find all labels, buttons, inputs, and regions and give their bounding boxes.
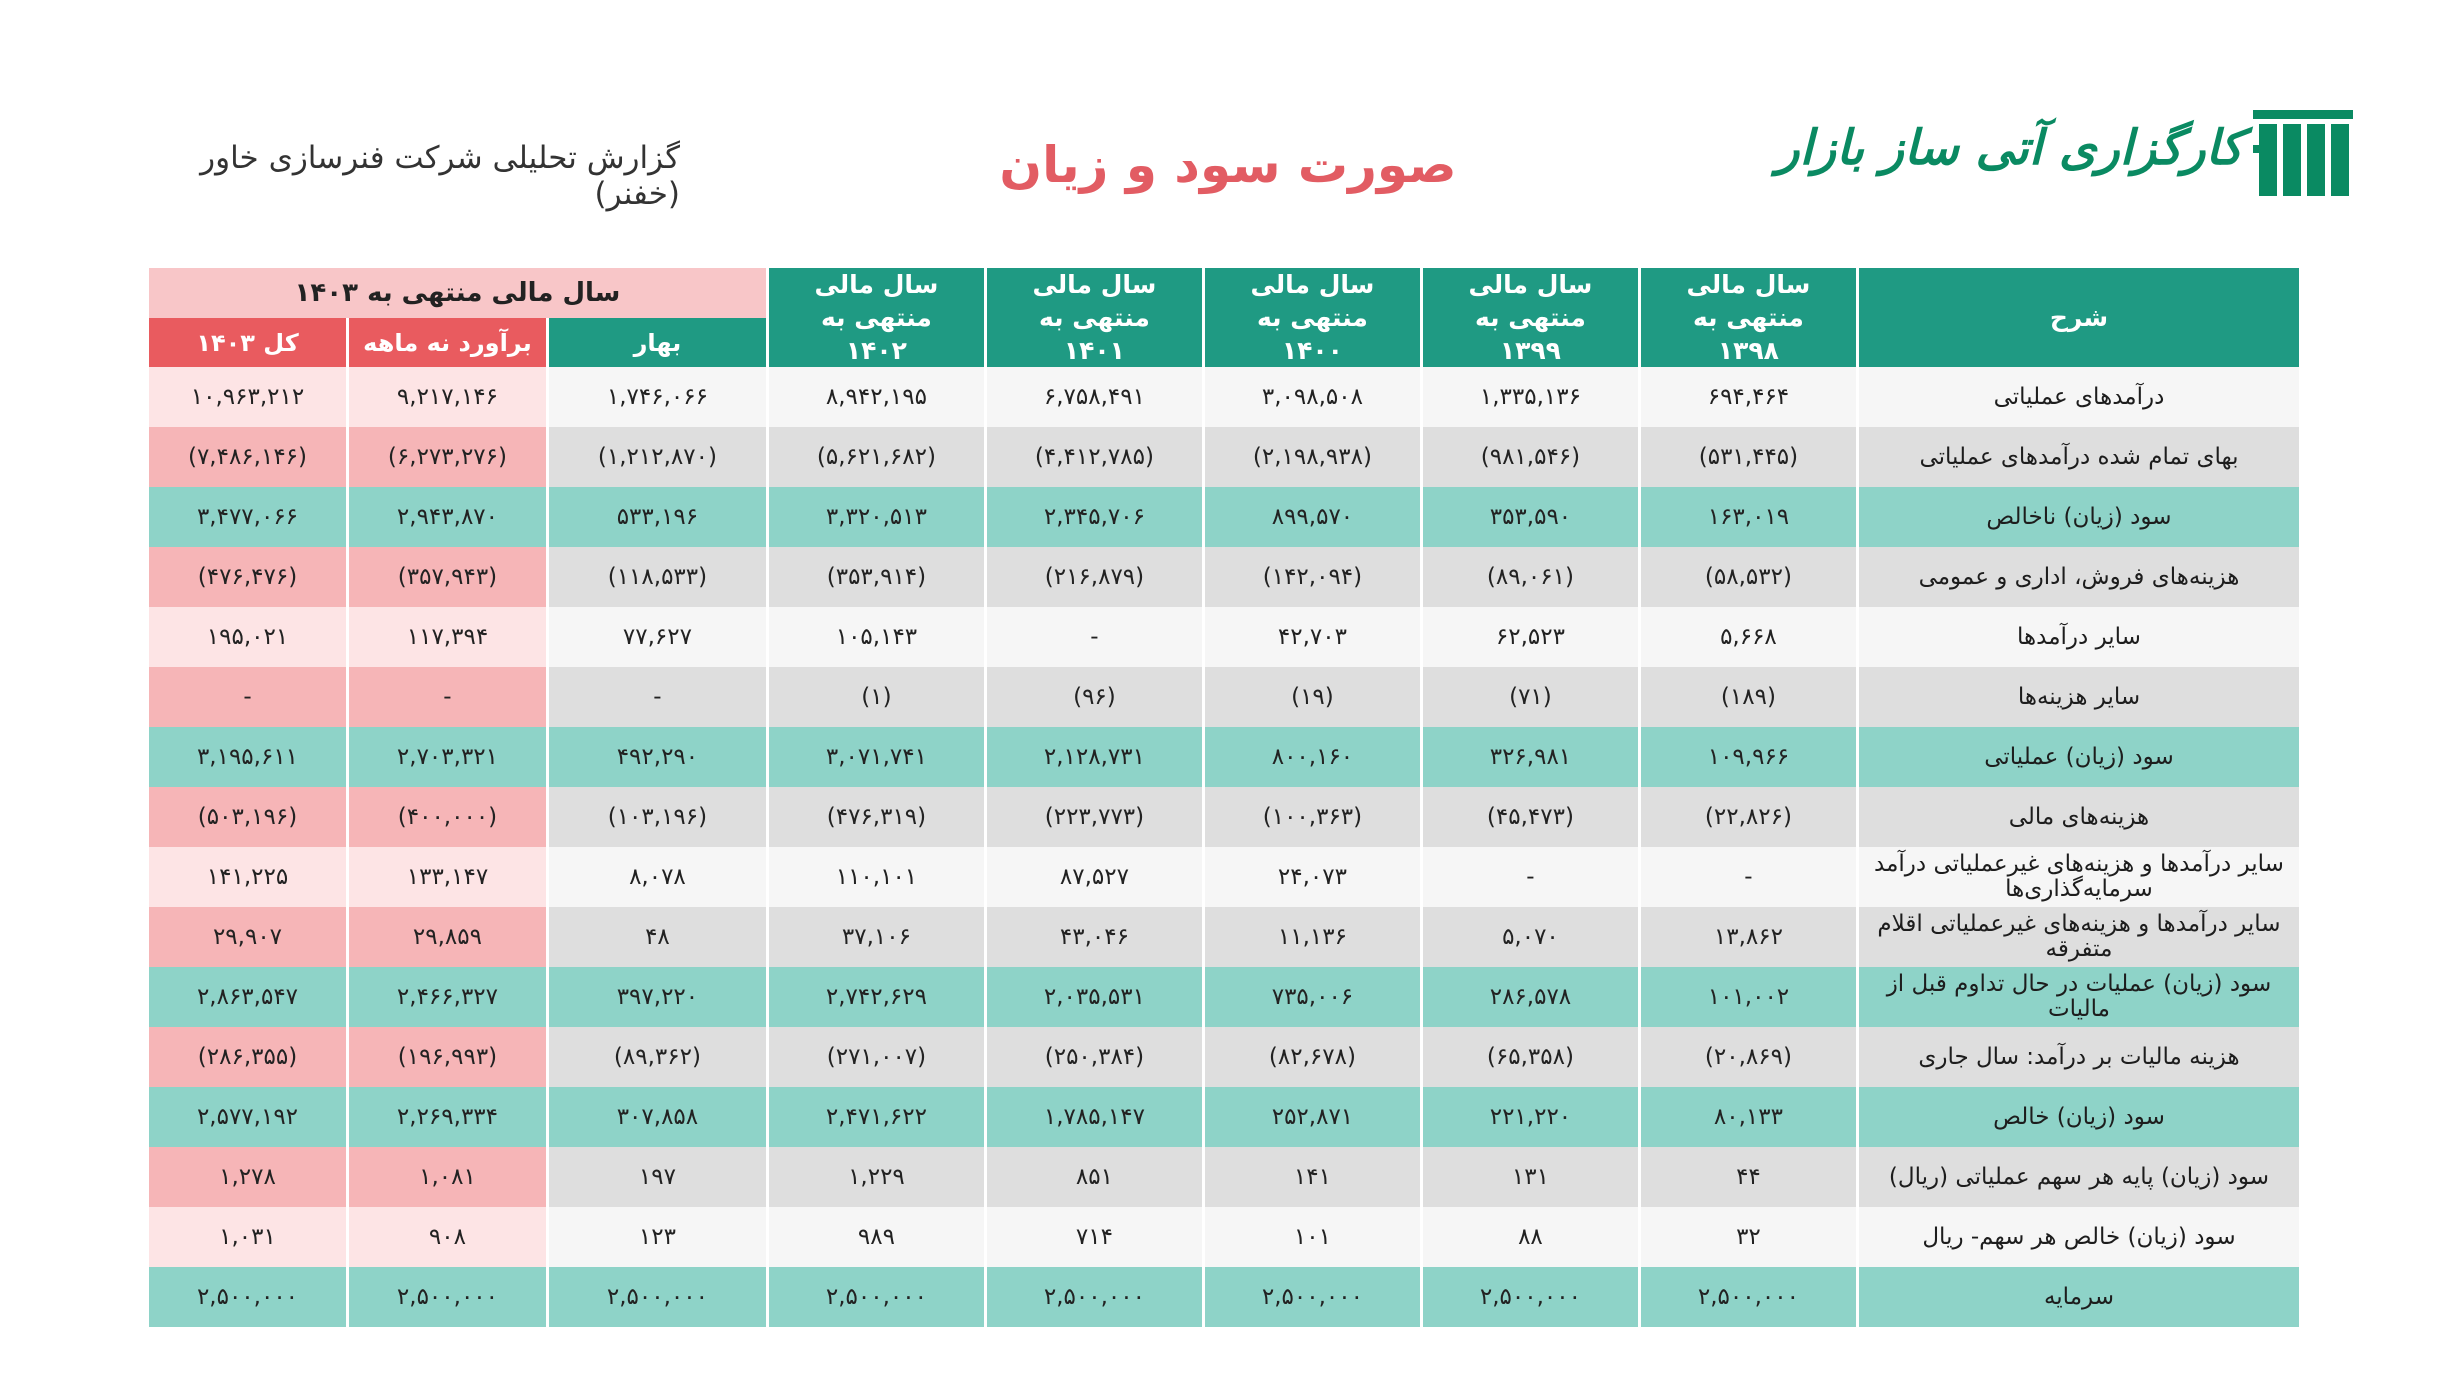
cell-est9: (۴۰۰,۰۰۰) — [349, 787, 546, 847]
cell-total: ۳,۱۹۵,۶۱۱ — [149, 727, 346, 787]
row-label: سرمایه — [1859, 1267, 2299, 1327]
cell-est9: ۲,۹۴۳,۸۷۰ — [349, 487, 546, 547]
cell-spring: ۵۳۳,۱۹۶ — [549, 487, 766, 547]
table-row — [149, 847, 2299, 907]
col-header-1400: سال مالی منتهی به ۱۴۰۰ — [1205, 268, 1420, 367]
table-row — [149, 787, 2299, 847]
cell-1399: ۱,۳۳۵,۱۳۶ — [1423, 367, 1638, 427]
row-label: سود (زیان) خالص هر سهم- ریال — [1859, 1207, 2299, 1267]
row-label: هزینه مالیات بر درآمد: سال جاری — [1859, 1027, 2299, 1087]
broker-logo — [1776, 100, 2355, 210]
cell-1402: ۲,۴۷۱,۶۲۲ — [769, 1087, 984, 1147]
cell-1398: ۳۲ — [1641, 1207, 1856, 1267]
cell-spring: ۱۹۷ — [549, 1147, 766, 1207]
cell-1402: (۲۷۱,۰۰۷) — [769, 1027, 984, 1087]
cell-1399: ۲,۵۰۰,۰۰۰ — [1423, 1267, 1638, 1327]
cell-est9: ۲,۷۰۳,۳۲۱ — [349, 727, 546, 787]
cell-1400: (۱۴۲,۰۹۴) — [1205, 547, 1420, 607]
cell-1399: ۳۵۳,۵۹۰ — [1423, 487, 1638, 547]
cell-1399: (۷۱) — [1423, 667, 1638, 727]
row-label: سود (زیان) عملیات در حال تداوم قبل از مالیات — [1859, 967, 2299, 1027]
cell-1402: ۲,۵۰۰,۰۰۰ — [769, 1267, 984, 1327]
cell-1400: (۲,۱۹۸,۹۳۸) — [1205, 427, 1420, 487]
cell-spring: ۲,۵۰۰,۰۰۰ — [549, 1267, 766, 1327]
cell-1402: ۱۰۵,۱۴۳ — [769, 607, 984, 667]
table-row — [149, 907, 2299, 967]
cell-1400: ۴۲,۷۰۳ — [1205, 607, 1420, 667]
cell-1398: ۶۹۴,۴۶۴ — [1641, 367, 1856, 427]
cell-spring: ۱,۷۴۶,۰۶۶ — [549, 367, 766, 427]
cell-total: ۱,۲۷۸ — [149, 1147, 346, 1207]
cell-1401: (۹۶) — [987, 667, 1202, 727]
profit-loss-table — [146, 268, 2302, 1327]
cell-1400: ۱۴۱ — [1205, 1147, 1420, 1207]
table-row — [149, 547, 2299, 607]
cell-1400: ۱۰۱ — [1205, 1207, 1420, 1267]
cell-1398: ۲,۵۰۰,۰۰۰ — [1641, 1267, 1856, 1327]
cell-1402: ۳,۰۷۱,۷۴۱ — [769, 727, 984, 787]
cell-1399: ۸۸ — [1423, 1207, 1638, 1267]
cell-est9: (۳۵۷,۹۴۳) — [349, 547, 546, 607]
col-header-est9: برآورد نه ماهه — [349, 318, 546, 367]
cell-1402: (۴۷۶,۳۱۹) — [769, 787, 984, 847]
cell-total: ۱,۰۳۱ — [149, 1207, 346, 1267]
cell-est9: ۱۱۷,۳۹۴ — [349, 607, 546, 667]
cell-1402: ۲,۷۴۲,۶۲۹ — [769, 967, 984, 1027]
cell-est9: ۹,۲۱۷,۱۴۶ — [349, 367, 546, 427]
col-group-1403: سال مالی منتهی به ۱۴۰۳ — [149, 268, 766, 318]
cell-1400: ۸۹۹,۵۷۰ — [1205, 487, 1420, 547]
cell-est9: ۱,۰۸۱ — [349, 1147, 546, 1207]
cell-1398: ۵,۶۶۸ — [1641, 607, 1856, 667]
row-label: هزینه‌های فروش، اداری و عمومی — [1859, 547, 2299, 607]
cell-est9: ۱۳۳,۱۴۷ — [349, 847, 546, 907]
row-label: سود (زیان) پایه هر سهم عملیاتی (ریال) — [1859, 1147, 2299, 1207]
cell-1402: ۳,۳۲۰,۵۱۳ — [769, 487, 984, 547]
cell-1402: (۳۵۳,۹۱۴) — [769, 547, 984, 607]
cell-spring: ۴۸ — [549, 907, 766, 967]
table-row — [149, 967, 2299, 1027]
statement-title: صورت سود و زیان — [999, 136, 1457, 194]
cell-1399: - — [1423, 847, 1638, 907]
cell-1401: (۴,۴۱۲,۷۸۵) — [987, 427, 1202, 487]
cell-1398: ۸۰,۱۳۳ — [1641, 1087, 1856, 1147]
cell-spring: ۸,۰۷۸ — [549, 847, 766, 907]
report-title: گزارش تحلیلی شرکت فنرسازی خاور (خفنر) — [200, 140, 680, 212]
logo-mark-icon — [2251, 100, 2355, 200]
cell-est9: ۲,۲۶۹,۳۳۴ — [349, 1087, 546, 1147]
cell-1399: (۸۹,۰۶۱) — [1423, 547, 1638, 607]
cell-1400: ۸۰۰,۱۶۰ — [1205, 727, 1420, 787]
cell-1398: (۲۰,۸۶۹) — [1641, 1027, 1856, 1087]
cell-1398: (۵۳۱,۴۴۵) — [1641, 427, 1856, 487]
cell-spring: ۳۰۷,۸۵۸ — [549, 1087, 766, 1147]
cell-1400: ۷۳۵,۰۰۶ — [1205, 967, 1420, 1027]
cell-total: (۵۰۳,۱۹۶) — [149, 787, 346, 847]
col-header-spring: بهار — [549, 318, 766, 367]
cell-1400: (۸۲,۶۷۸) — [1205, 1027, 1420, 1087]
cell-total: ۲,۵۰۰,۰۰۰ — [149, 1267, 346, 1327]
cell-total: ۲۹,۹۰۷ — [149, 907, 346, 967]
table-row — [149, 1147, 2299, 1207]
cell-total: - — [149, 667, 346, 727]
col-header-1398: سال مالی منتهی به ۱۳۹۸ — [1641, 268, 1856, 367]
cell-1402: ۱۱۰,۱۰۱ — [769, 847, 984, 907]
cell-total: ۱۴۱,۲۲۵ — [149, 847, 346, 907]
cell-1398: (۱۸۹) — [1641, 667, 1856, 727]
cell-1398: (۲۲,۸۲۶) — [1641, 787, 1856, 847]
cell-1399: ۲۸۶,۵۷۸ — [1423, 967, 1638, 1027]
cell-est9: (۱۹۶,۹۹۳) — [349, 1027, 546, 1087]
cell-1401: (۲۲۳,۷۷۳) — [987, 787, 1202, 847]
cell-spring: (۱۰۳,۱۹۶) — [549, 787, 766, 847]
cell-est9: (۶,۲۷۳,۲۷۶) — [349, 427, 546, 487]
cell-1398: ۱۳,۸۶۲ — [1641, 907, 1856, 967]
row-label: سایر هزینه‌ها — [1859, 667, 2299, 727]
cell-1399: (۴۵,۴۷۳) — [1423, 787, 1638, 847]
cell-1402: ۳۷,۱۰۶ — [769, 907, 984, 967]
cell-1398: ۱۰۹,۹۶۶ — [1641, 727, 1856, 787]
cell-1401: ۲,۱۲۸,۷۳۱ — [987, 727, 1202, 787]
cell-1400: ۲,۵۰۰,۰۰۰ — [1205, 1267, 1420, 1327]
cell-1400: ۳,۰۹۸,۵۰۸ — [1205, 367, 1420, 427]
cell-spring: ۴۹۲,۲۹۰ — [549, 727, 766, 787]
table-row — [149, 607, 2299, 667]
table-row — [149, 727, 2299, 787]
cell-1401: ۲,۰۳۵,۵۳۱ — [987, 967, 1202, 1027]
cell-spring: - — [549, 667, 766, 727]
cell-1399: (۶۵,۳۵۸) — [1423, 1027, 1638, 1087]
col-header-total: کل ۱۴۰۳ — [149, 318, 346, 367]
cell-1401: ۶,۷۵۸,۴۹۱ — [987, 367, 1202, 427]
cell-1402: ۹۸۹ — [769, 1207, 984, 1267]
cell-1400: ۲۵۲,۸۷۱ — [1205, 1087, 1420, 1147]
cell-1401: (۲۵۰,۳۸۴) — [987, 1027, 1202, 1087]
cell-1399: (۹۸۱,۵۴۶) — [1423, 427, 1638, 487]
cell-est9: ۹۰۸ — [349, 1207, 546, 1267]
cell-total: ۲,۸۶۳,۵۴۷ — [149, 967, 346, 1027]
table-row — [149, 1267, 2299, 1327]
cell-1401: ۲,۳۴۵,۷۰۶ — [987, 487, 1202, 547]
row-label: سایر درآمدها و هزینه‌های غیرعملیاتی اقلام متفرقه — [1859, 907, 2299, 967]
cell-1399: ۲۲۱,۲۲۰ — [1423, 1087, 1638, 1147]
cell-spring: ۱۲۳ — [549, 1207, 766, 1267]
row-label: سود (زیان) عملیاتی — [1859, 727, 2299, 787]
cell-total: (۲۸۶,۳۵۵) — [149, 1027, 346, 1087]
cell-spring: ۷۷,۶۲۷ — [549, 607, 766, 667]
row-label: سایر درآمدها و هزینه‌های غیرعملیاتی درآمد سرمایه‌گذاری‌ها — [1859, 847, 2299, 907]
cell-1399: ۵,۰۷۰ — [1423, 907, 1638, 967]
row-label: هزینه‌های مالی — [1859, 787, 2299, 847]
cell-1398: ۴۴ — [1641, 1147, 1856, 1207]
row-label: درآمدهای عملیاتی — [1859, 367, 2299, 427]
cell-1398: ۱۰۱,۰۰۲ — [1641, 967, 1856, 1027]
cell-1400: (۱۰۰,۳۶۳) — [1205, 787, 1420, 847]
row-label: سایر درآمدها — [1859, 607, 2299, 667]
logo-text: کارگزاری آتی ساز بازار — [1776, 120, 2243, 176]
cell-1401: ۷۱۴ — [987, 1207, 1202, 1267]
table-row — [149, 367, 2299, 427]
cell-1401: ۱,۷۸۵,۱۴۷ — [987, 1087, 1202, 1147]
cell-1400: ۲۴,۰۷۳ — [1205, 847, 1420, 907]
cell-total: ۲,۵۷۷,۱۹۲ — [149, 1087, 346, 1147]
col-header-1401: سال مالی منتهی به ۱۴۰۱ — [987, 268, 1202, 367]
cell-1401: (۲۱۶,۸۷۹) — [987, 547, 1202, 607]
row-label: بهای تمام شده درآمدهای عملیاتی — [1859, 427, 2299, 487]
cell-est9: ۲,۵۰۰,۰۰۰ — [349, 1267, 546, 1327]
table-row — [149, 1027, 2299, 1087]
cell-total: ۱۹۵,۰۲۱ — [149, 607, 346, 667]
cell-1399: ۳۲۶,۹۸۱ — [1423, 727, 1638, 787]
cell-1401: ۸۵۱ — [987, 1147, 1202, 1207]
cell-total: (۴۷۶,۴۷۶) — [149, 547, 346, 607]
table-row — [149, 427, 2299, 487]
cell-spring: (۸۹,۳۶۲) — [549, 1027, 766, 1087]
cell-1398: (۵۸,۵۳۲) — [1641, 547, 1856, 607]
cell-spring: (۱۱۸,۵۳۳) — [549, 547, 766, 607]
cell-est9: - — [349, 667, 546, 727]
cell-est9: ۲,۴۶۶,۳۲۷ — [349, 967, 546, 1027]
cell-est9: ۲۹,۸۵۹ — [349, 907, 546, 967]
row-label: سود (زیان) ناخالص — [1859, 487, 2299, 547]
cell-1399: ۱۳۱ — [1423, 1147, 1638, 1207]
cell-total: ۳,۴۷۷,۰۶۶ — [149, 487, 346, 547]
table-row — [149, 667, 2299, 727]
cell-1402: (۵,۶۲۱,۶۸۲) — [769, 427, 984, 487]
cell-1401: ۸۷,۵۲۷ — [987, 847, 1202, 907]
row-label: سود (زیان) خالص — [1859, 1087, 2299, 1147]
cell-1398: - — [1641, 847, 1856, 907]
cell-1401: ۲,۵۰۰,۰۰۰ — [987, 1267, 1202, 1327]
col-header-desc: شرح — [1859, 268, 2299, 367]
table-row — [149, 1207, 2299, 1267]
cell-1400: (۱۹) — [1205, 667, 1420, 727]
col-header-1399: سال مالی منتهی به ۱۳۹۹ — [1423, 268, 1638, 367]
col-header-1402: سال مالی منتهی به ۱۴۰۲ — [769, 268, 984, 367]
cell-total: (۷,۴۸۶,۱۴۶) — [149, 427, 346, 487]
cell-1401: ۴۳,۰۴۶ — [987, 907, 1202, 967]
cell-1399: ۶۲,۵۲۳ — [1423, 607, 1638, 667]
cell-1400: ۱۱,۱۳۶ — [1205, 907, 1420, 967]
table-row — [149, 1087, 2299, 1147]
cell-spring: ۳۹۷,۲۲۰ — [549, 967, 766, 1027]
cell-1401: - — [987, 607, 1202, 667]
cell-1402: ۸,۹۴۲,۱۹۵ — [769, 367, 984, 427]
table-row — [149, 487, 2299, 547]
cell-spring: (۱,۲۱۲,۸۷۰) — [549, 427, 766, 487]
cell-1402: (۱) — [769, 667, 984, 727]
cell-1402: ۱,۲۲۹ — [769, 1147, 984, 1207]
cell-total: ۱۰,۹۶۳,۲۱۲ — [149, 367, 346, 427]
cell-1398: ۱۶۳,۰۱۹ — [1641, 487, 1856, 547]
